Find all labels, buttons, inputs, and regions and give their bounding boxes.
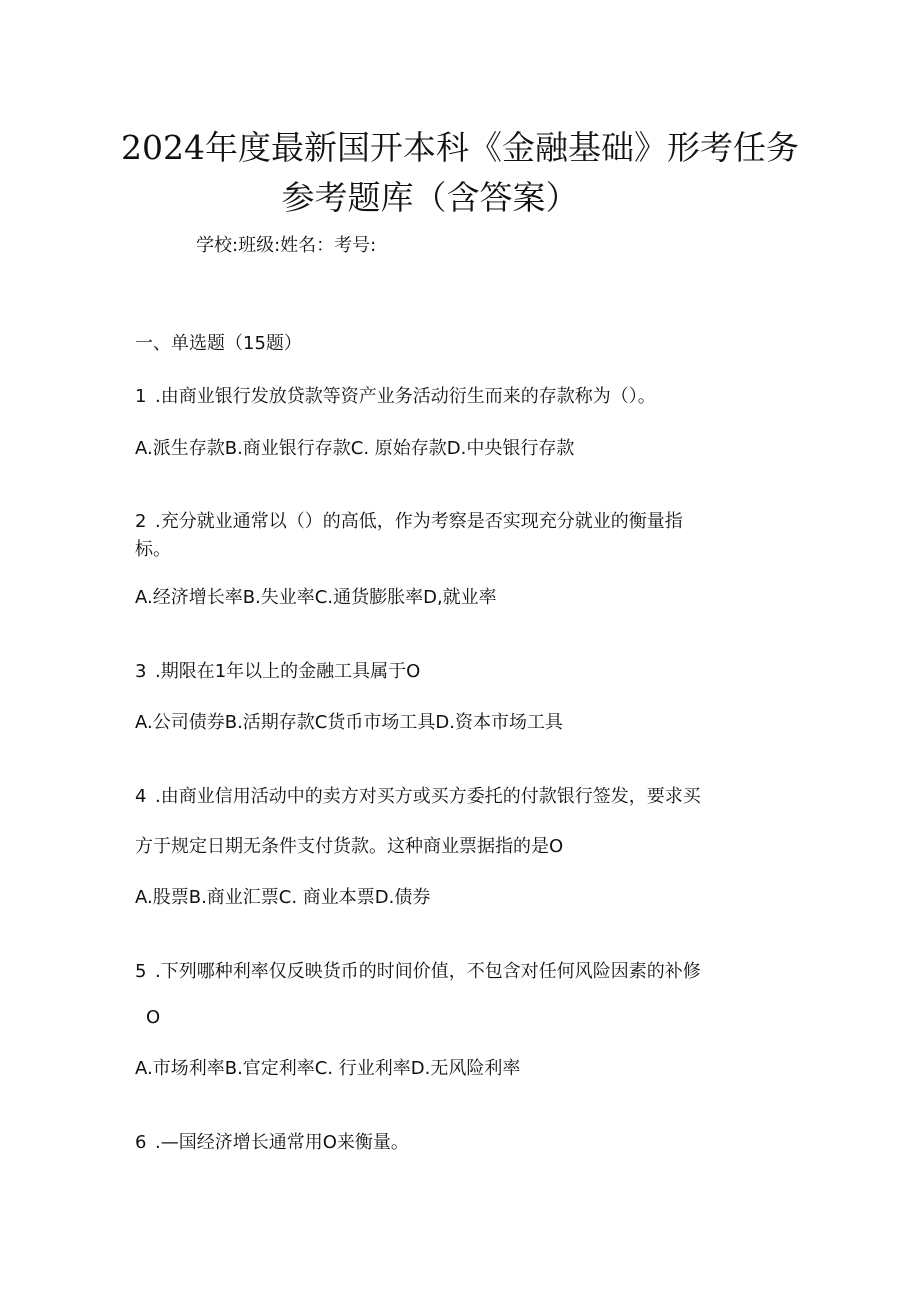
question-4-options: A.股票B.商业汇票C. 商业本票D.债券 xyxy=(135,887,431,908)
question-text: .由商业银行发放贷款等资产业务活动衍生而来的存款称为（）。 xyxy=(155,386,656,407)
question-text: .下列哪种利率仅反映货币的时间价值，不包含对任何风险因素的补修 xyxy=(155,961,701,982)
question-4-stem-continued: 方于规定日期无条件支付货款。这种商业票据指的是O xyxy=(135,836,564,857)
question-3-options: A.公司债券B.活期存款C货币市场工具D.资本市场工具 xyxy=(135,712,563,733)
question-1-stem xyxy=(135,382,656,408)
question-5-options: A.市场利率B.官定利率C. 行业利率D.无风险利率 xyxy=(135,1058,521,1079)
section-heading: 一、单选题（15题） xyxy=(135,333,302,354)
question-text: .充分就业通常以（）的高低，作为考察是否实现充分就业的衡量指 xyxy=(155,511,683,532)
question-1-options: A.派生存款B.商业银行存款C. 原始存款D.中央银行存款 xyxy=(135,438,575,459)
question-2-stem-continued: 标。 xyxy=(135,539,171,560)
document-title-line2: 参考题库（含答案） xyxy=(281,178,579,217)
document-title-line1: 2024年度最新国开本科《金融基础》形考任务 xyxy=(121,128,799,167)
question-number: 4 xyxy=(135,786,147,807)
question-4-stem xyxy=(135,782,701,808)
question-number: 2 xyxy=(135,511,147,532)
question-text: .—国经济增长通常用O来衡量。 xyxy=(155,1132,409,1153)
question-3-stem xyxy=(135,657,420,683)
question-text: .由商业信用活动中的卖方对买方或买方委托的付款银行签发，要求买 xyxy=(155,786,701,807)
question-number: 1 xyxy=(135,386,147,407)
student-info-line: 学校:班级:姓名：考号: xyxy=(196,235,377,256)
question-number: 3 xyxy=(135,661,147,682)
question-5-stem-continued: O xyxy=(146,1007,161,1028)
question-5-stem xyxy=(135,957,701,983)
question-number: 6 xyxy=(135,1132,147,1153)
question-2-options: A.经济增长率B.失业率C.通货膨胀率D,就业率 xyxy=(135,587,497,608)
question-2-stem xyxy=(135,507,683,533)
question-number: 5 xyxy=(135,961,147,982)
question-text: .期限在1年以上的金融工具属于O xyxy=(155,661,421,682)
question-6-stem xyxy=(135,1128,409,1154)
